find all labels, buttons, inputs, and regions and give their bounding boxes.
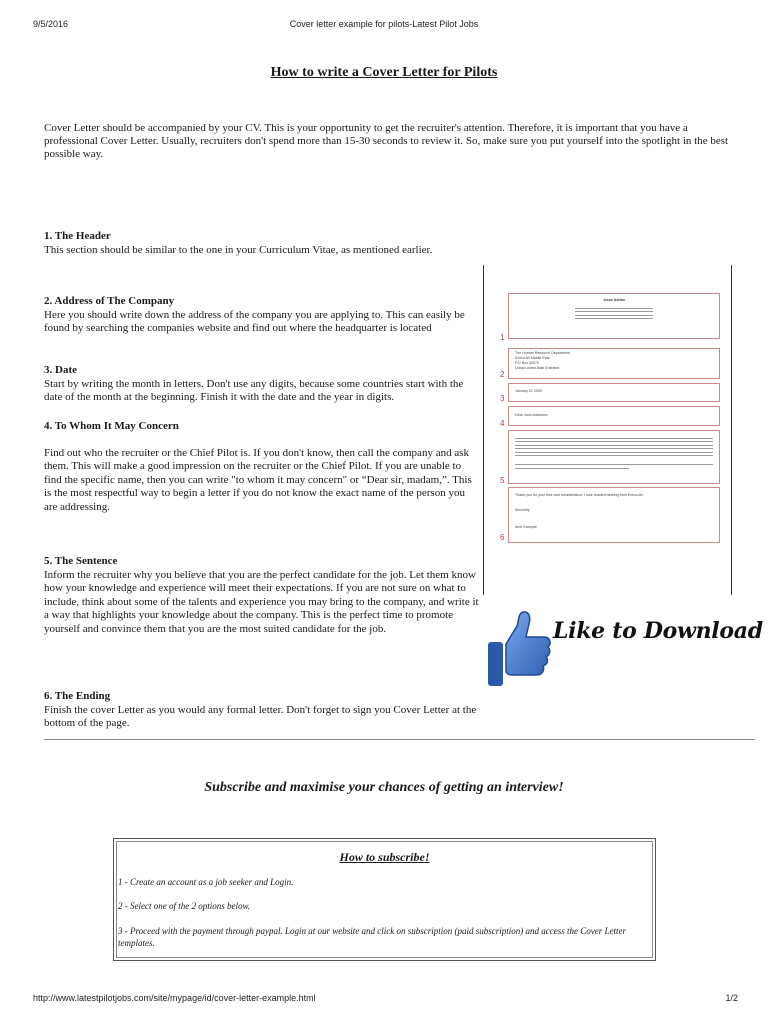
section-divider bbox=[44, 739, 755, 740]
letter-marker-6: 6 bbox=[500, 533, 505, 542]
section-heading: 1. The Header bbox=[44, 230, 111, 242]
section-body: Start by writing the month in letters. Don't use any digits, because some countries start with the date of the month at the beginning. Finish it with the date and the year in digits. bbox=[44, 377, 464, 403]
print-page-title: Cover letter example for pilots-Latest Pilot Jobs bbox=[289, 19, 479, 29]
like-to-download-button[interactable] bbox=[484, 604, 763, 692]
letter-salutation: Dear John Adamson bbox=[515, 413, 548, 417]
letter-marker-4: 4 bbox=[500, 419, 505, 428]
cover-letter-example-image bbox=[500, 293, 721, 543]
section-body: Find out who the recruiter or the Chief Pilot is. If you don't know, then call the company and ask them. This will make a good impression on the recruiter or the Chief Pilot. If you are unable to find the specific name, then you can write "to whom it may concern" or “Dear sir, madam,”. This is the most respectful way to begin a letter if you do not know the exact name of the person you are addressing. bbox=[44, 446, 472, 513]
section-sentence bbox=[44, 555, 480, 636]
subscribe-step: 2 - Select one of the 2 options below. bbox=[118, 901, 251, 911]
section-heading: 3. Date bbox=[44, 364, 77, 376]
letter-recipient: The Human Resource Department ExecuJet Middle East P.O Box 32070 Dubai United Arab Emirates bbox=[515, 351, 570, 370]
letter-sender-name: Jesse Adrian bbox=[602, 298, 626, 302]
how-to-subscribe-title: How to subscribe! bbox=[339, 850, 430, 864]
column-divider-left bbox=[483, 265, 484, 595]
column-divider-right bbox=[731, 265, 732, 595]
section-heading: 2. Address of The Company bbox=[44, 295, 175, 307]
section-body: Finish the cover Letter as you would any formal letter. Don't forget to sign you Cover Letter at the bottom of the page. bbox=[44, 703, 477, 729]
letter-date-box bbox=[508, 383, 720, 402]
section-ending bbox=[44, 690, 480, 731]
letter-body-box bbox=[508, 430, 720, 484]
article-title: How to write a Cover Letter for Pilots bbox=[270, 65, 498, 80]
letter-marker-3: 3 bbox=[500, 394, 505, 403]
letter-date: January 21 2009 bbox=[515, 389, 542, 393]
thumbs-up-icon bbox=[484, 604, 554, 692]
section-date bbox=[44, 364, 480, 405]
section-address bbox=[44, 295, 480, 336]
section-body: Here you should write down the address of the company you are applying to. This can easily be found by searching the companies website and find out where the headquarter is located bbox=[44, 308, 465, 334]
letter-recipient-box bbox=[508, 348, 720, 379]
like-to-download-label: Like to Download bbox=[553, 618, 763, 644]
print-date: 9/5/2016 bbox=[33, 19, 69, 29]
print-url: http://www.latestpilotjobs.com/site/mypage/id/cover-letter-example.html bbox=[33, 993, 316, 1003]
how-to-subscribe-box bbox=[113, 838, 656, 961]
subscribe-step: 1 - Create an account as a job seeker and Login. bbox=[118, 877, 294, 887]
section-heading: 5. The Sentence bbox=[44, 555, 118, 567]
section-body: Inform the recruiter why you believe that you are the perfect candidate for the job. Let them know how your knowledge and experience will meet their expectations. If you are not sure on what to include, think about some of the talents and experience you may bring to the company, and write it a way that highlights your knowledge about the company. This is the perfect time to promote yourself and convince them that you are the most suited candidate for the job. bbox=[44, 568, 479, 635]
letter-header-box bbox=[508, 293, 720, 339]
letter-marker-1: 1 bbox=[500, 333, 505, 342]
subscribe-step: 3 - Proceed with the payment through paypal. Login at our website and click on subscription (paid subscription) and access the Cover Letter templates. bbox=[118, 926, 627, 948]
print-page-number: 1/2 bbox=[725, 993, 738, 1003]
letter-signature: Amir Kamyab bbox=[515, 525, 537, 529]
letter-closing: Sincerely bbox=[515, 508, 530, 512]
letter-closing-box bbox=[508, 487, 720, 543]
letter-marker-5: 5 bbox=[500, 476, 505, 485]
section-heading: 4. To Whom It May Concern bbox=[44, 420, 179, 432]
letter-marker-2: 2 bbox=[500, 370, 505, 379]
section-whom bbox=[44, 420, 480, 514]
intro-paragraph: Cover Letter should be accompanied by your CV. This is your opportunity to get the recruiter's attention. Therefore, it is important that you have a professional Cover Letter. Usually, recruiters don't spend more than 15-30 seconds to review it. So, make sure you put yourself into the spotlight in the best possible way. bbox=[44, 122, 729, 160]
section-header bbox=[44, 230, 480, 257]
letter-thanks: Thank you for your time and consideration. I look forward hearing from ExecuJet. bbox=[515, 493, 644, 497]
section-body: This section should be similar to the one in your Curriculum Vitae, as mentioned earlier. bbox=[44, 243, 433, 256]
section-heading: 6. The Ending bbox=[44, 690, 111, 702]
letter-salutation-box bbox=[508, 406, 720, 426]
subscribe-heading: Subscribe and maximise your chances of getting an interview! bbox=[204, 780, 564, 795]
